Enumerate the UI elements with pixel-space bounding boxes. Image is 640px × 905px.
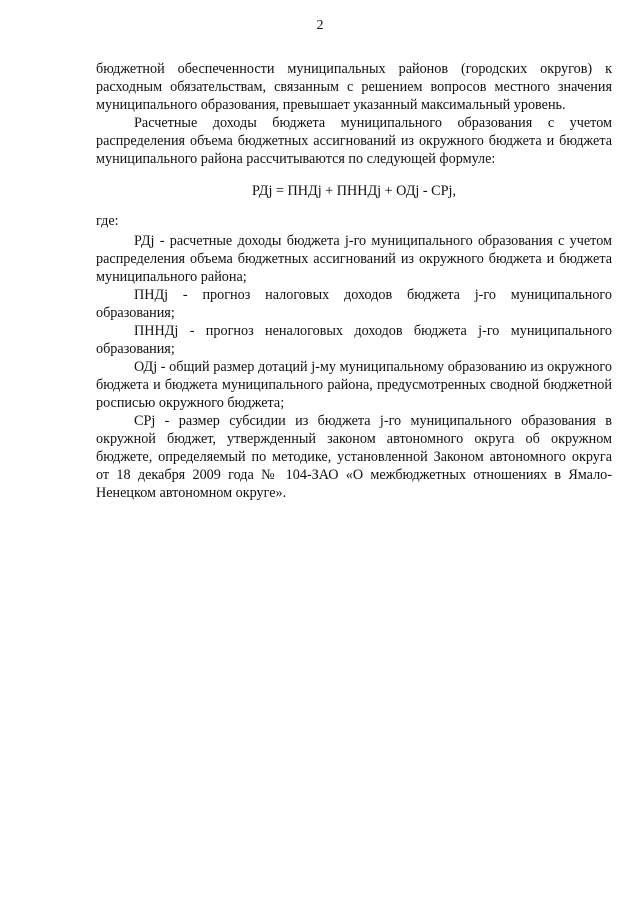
definition-pnnd: ПННДj - прогноз неналоговых доходов бюджета j-го муниципального образования; bbox=[96, 323, 612, 357]
paragraph-calculated-income-intro: Расчетные доходы бюджета муниципального образования с учетом распределения объема бюджетных ассигнований из окружного бюджета и бюджета муниципального района рассчитываются по следующей формуле: bbox=[96, 115, 612, 167]
page-number: 2 bbox=[316, 18, 324, 33]
definition-rd: РДj - расчетные доходы бюджета j-го муниципального образования с учетом распределения объема бюджетных ассигнований из окружного бюджета и бюджета муниципального района; bbox=[96, 233, 612, 285]
definition-od: ОДj - общий размер дотаций j-му муниципальному образованию из окружного бюджета и бюджета муниципального района, предусмотренных сводной бюджетной росписью окружного бюджета; bbox=[96, 359, 612, 411]
formula: РДj = ПНДj + ПННДj + ОДj - СРj, bbox=[251, 183, 456, 199]
definition-sr: СРj - размер субсидии из бюджета j-го муниципального образования в окружной бюджет, утвержденный законом автономного округа об окружном бюджете, определяемый по методике, установленной Законом автономного округа от 18 декабря 2009 года № 104-ЗАО «О межбюджетных отношениях в Ямало-Ненецком автономном округе». bbox=[96, 413, 612, 501]
document-body bbox=[96, 60, 612, 502]
where-label: где: bbox=[96, 213, 119, 229]
definition-pnd: ПНДj - прогноз налоговых доходов бюджета j-го муниципального образования; bbox=[96, 287, 612, 321]
paragraph-continuation: бюджетной обеспеченности муниципальных районов (городских округов) к расходным обязательствам, связанным с решением вопросов местного значения муниципального образования, превышает указанный максимальный уровень. bbox=[96, 61, 612, 113]
